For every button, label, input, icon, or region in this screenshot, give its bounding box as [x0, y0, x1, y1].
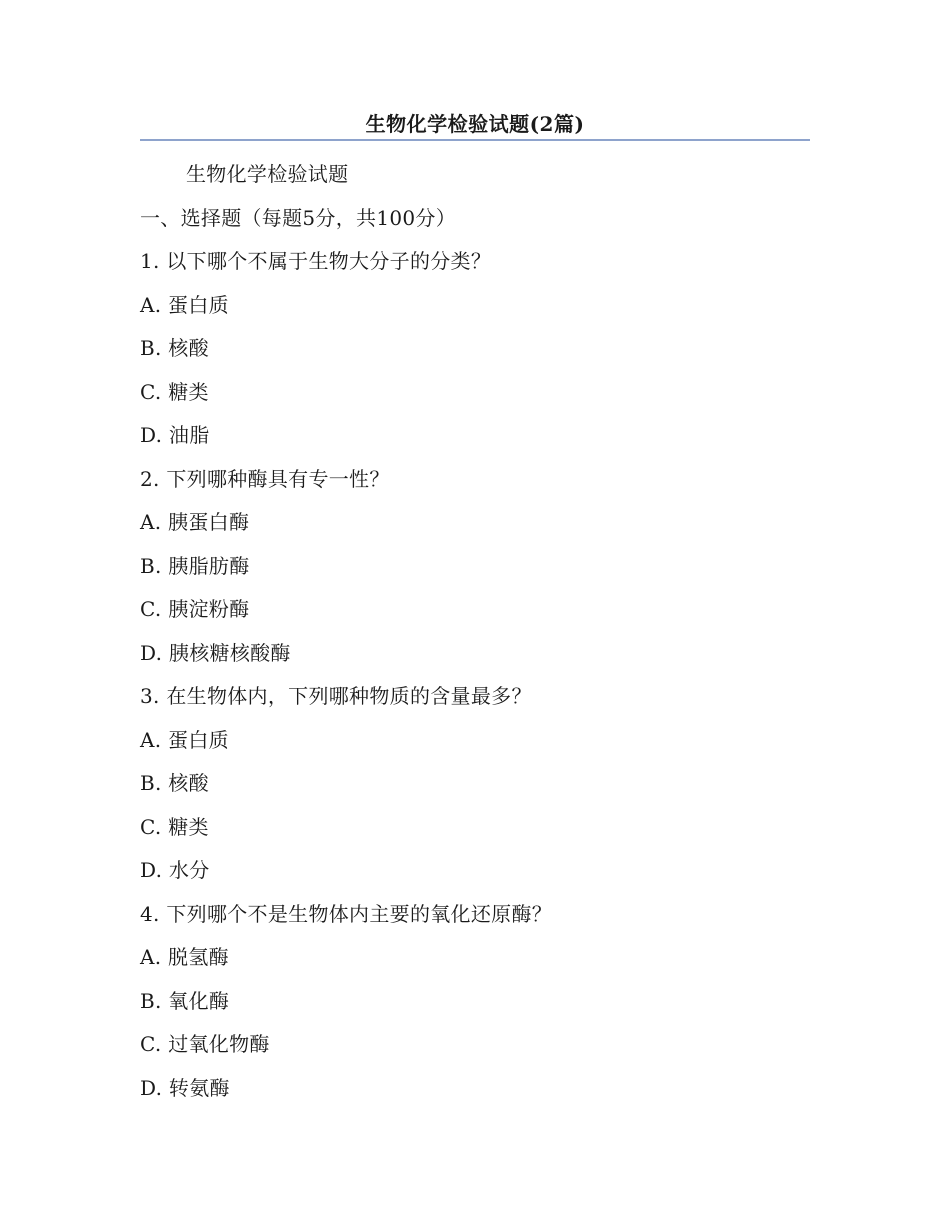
question-4: 4. 下列哪个不是生物体内主要的氧化还原酶？	[140, 902, 553, 926]
question-4-option-a: A. 脱氢酶	[140, 945, 229, 969]
question-2: 2. 下列哪种酶具有专一性？	[140, 467, 390, 491]
question-1: 1. 以下哪个不属于生物大分子的分类？	[140, 249, 492, 273]
question-3-option-b: B. 核酸	[140, 771, 209, 795]
question-2-option-c: C. 胰淀粉酶	[140, 597, 250, 621]
question-1-option-b: B. 核酸	[140, 336, 209, 360]
question-4-option-c: C. 过氧化物酶	[140, 1032, 270, 1056]
question-3-option-d: D. 水分	[140, 858, 210, 882]
document-subtitle: 生物化学检验试题	[186, 162, 349, 186]
question-4-option-b: B. 氧化酶	[140, 989, 230, 1013]
question-2-option-a: A. 胰蛋白酶	[140, 510, 250, 534]
question-1-option-c: C. 糖类	[140, 380, 209, 404]
question-3-option-c: C. 糖类	[140, 815, 209, 839]
question-3-option-a: A. 蛋白质	[140, 728, 229, 752]
question-1-option-a: A. 蛋白质	[140, 293, 229, 317]
question-4-option-d: D. 转氨酶	[140, 1076, 230, 1100]
question-2-option-b: B. 胰脂肪酶	[140, 554, 250, 578]
question-2-option-d: D. 胰核糖核酸酶	[140, 641, 291, 665]
title-underline	[140, 139, 810, 141]
document-title: 生物化学检验试题(2篇)	[365, 112, 585, 136]
section-heading: 一、选择题（每题5分，共100分）	[140, 206, 456, 230]
question-1-option-d: D. 油脂	[140, 423, 210, 447]
question-3: 3. 在生物体内，下列哪种物质的含量最多？	[140, 684, 532, 708]
